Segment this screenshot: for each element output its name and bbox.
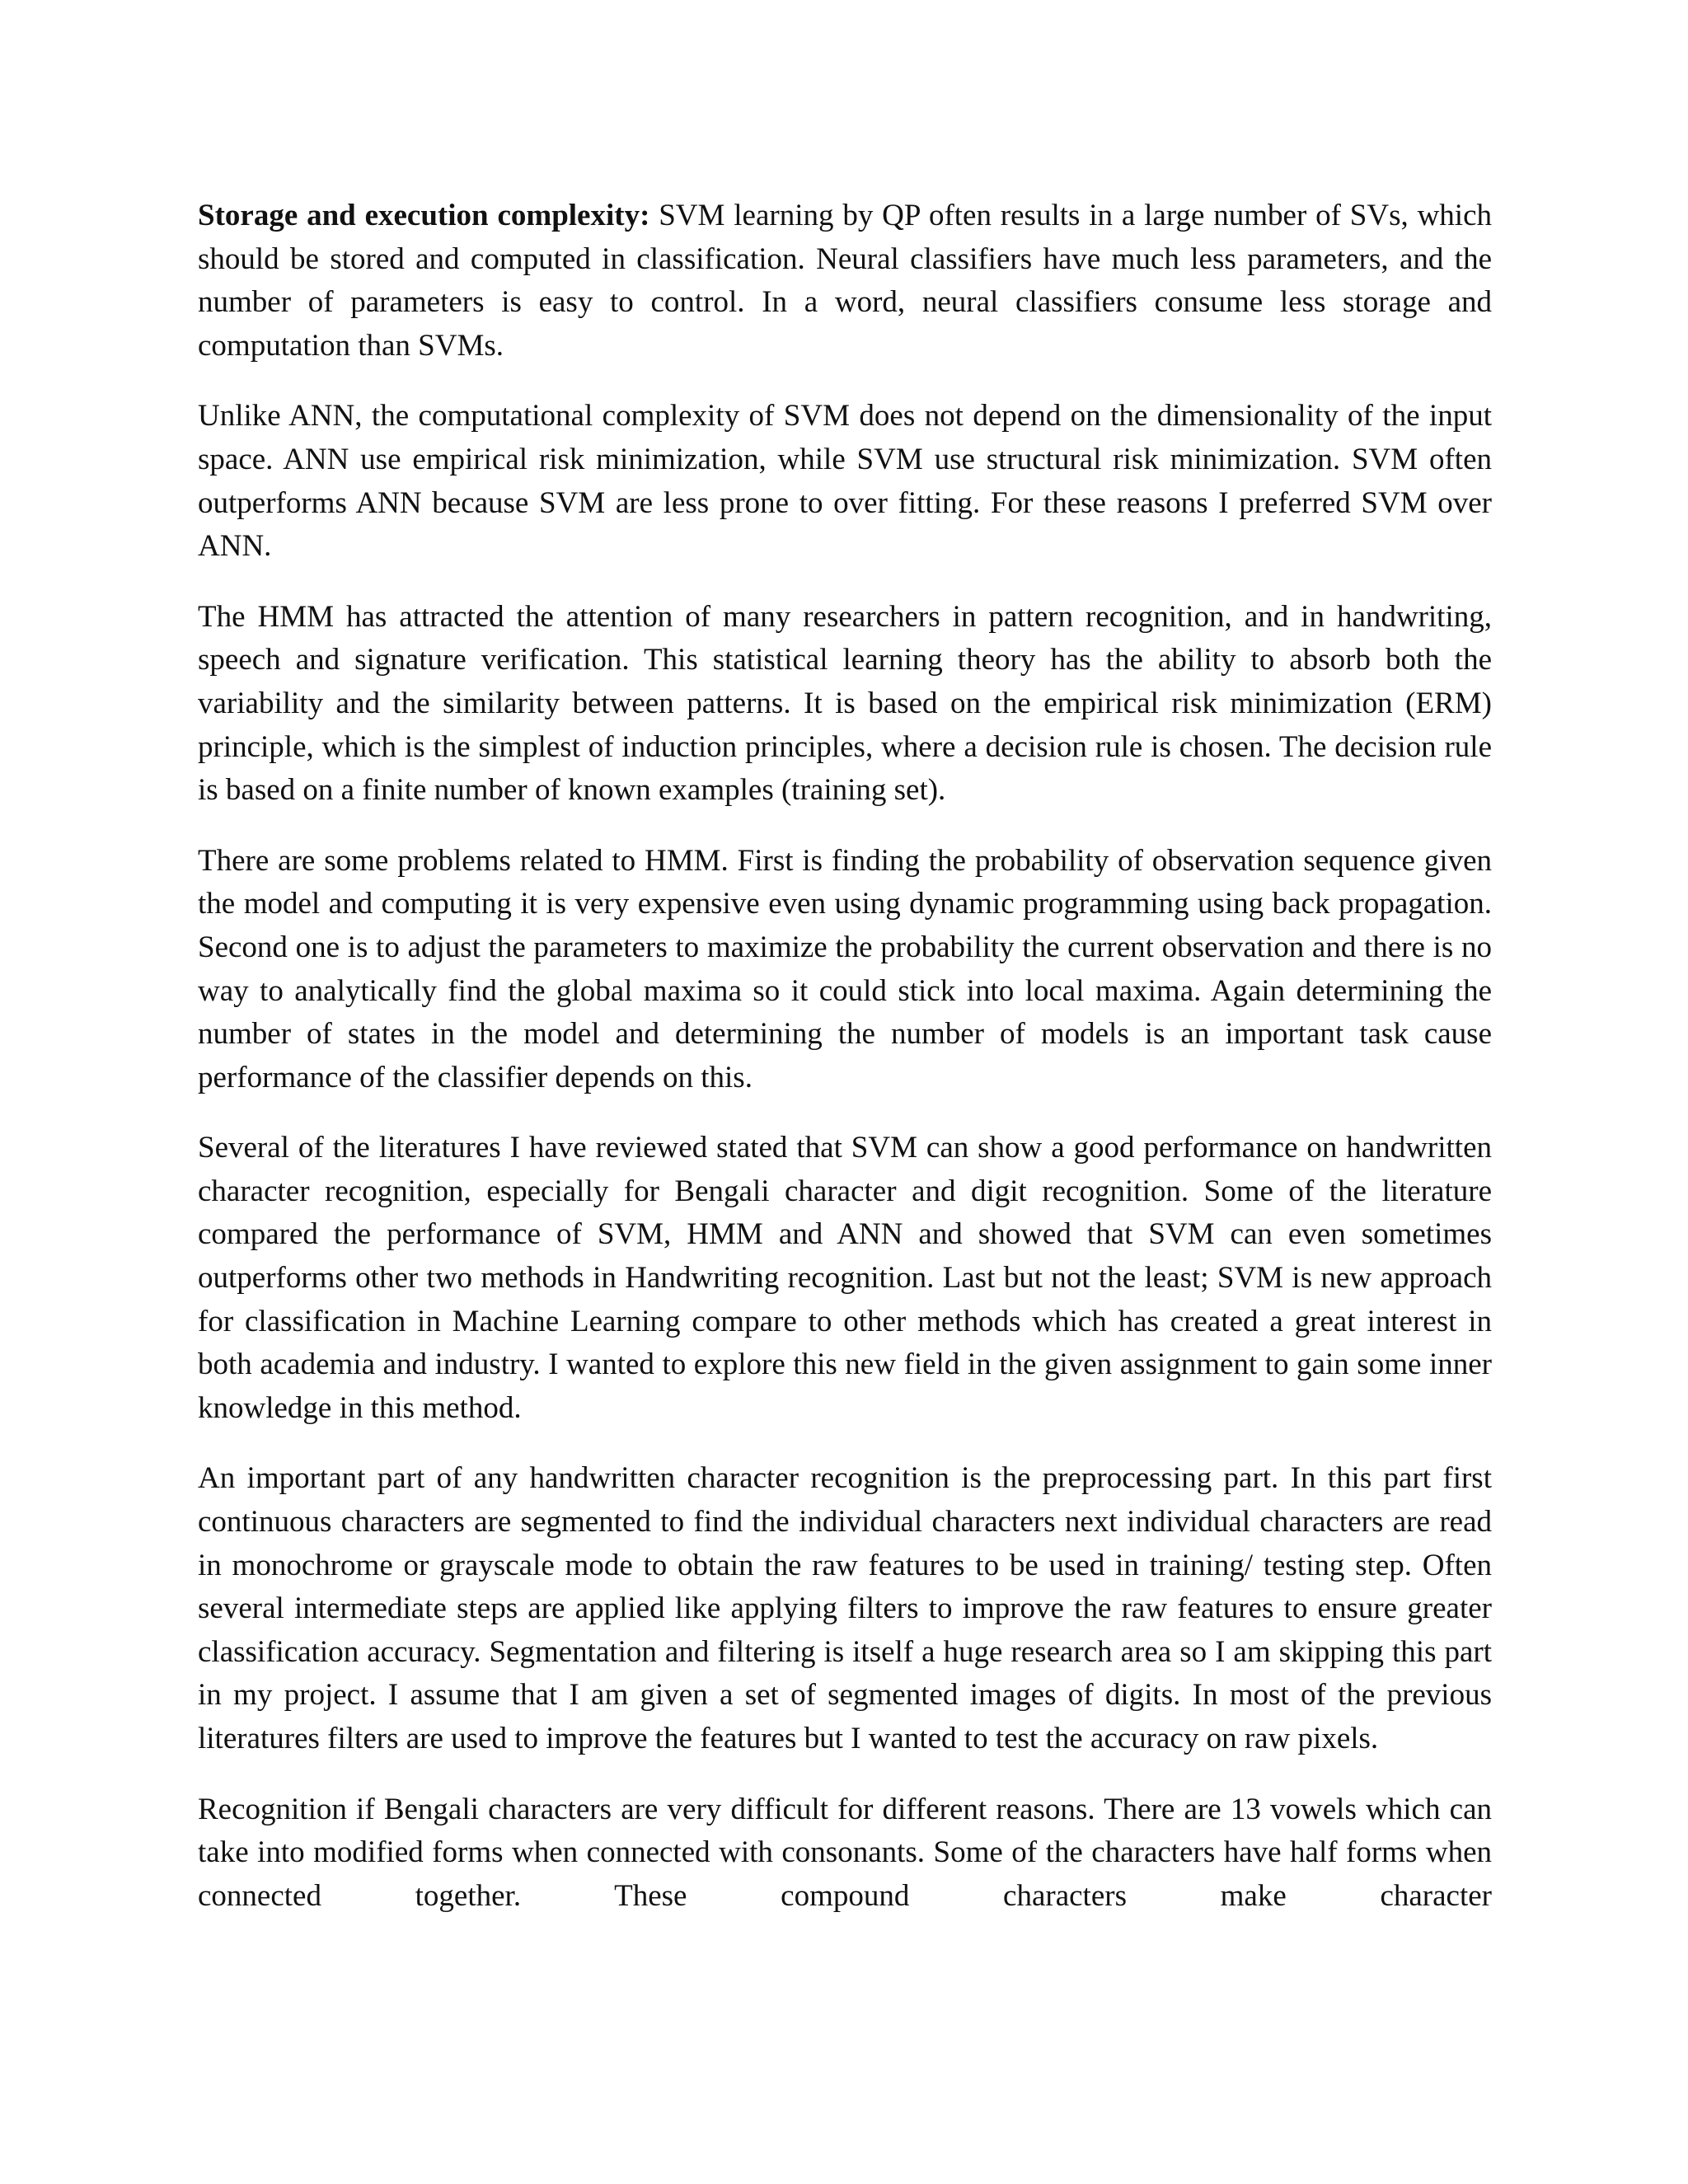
paragraph-text: Several of the literatures I have reviewed stated that SVM can show a good performance on handwritten character recognition, especially for Bengali character and digit recognition. Some of the literature compared the performance of SVM, HMM and ANN and showed that SVM can even sometimes outperforms other two methods in Handwriting recognition. Last but not the least; SVM is new approach for classification in Machine Learning compare to other methods which has created a great interest in both academia and industry. I wanted to explore this new field in the given assignment to gain some inner knowledge in this method. (198, 1131, 1492, 1425)
paragraph-storage-complexity (198, 194, 1492, 368)
paragraph-literature-review (198, 1127, 1492, 1430)
paragraph-text: SVM learning by QP often results in a large number of SVs, which should be stored and computed in classification. Neural classifiers have much less parameters, and the number of parameters is easy to control. In a word, neural classifiers consume less storage and computation than SVMs. (198, 199, 1492, 363)
paragraph-text: There are some problems related to HMM. First is finding the probability of observation sequence given the model and computing it is very expensive even using dynamic programming using back propagation. Second one is to adjust the parameters to maximize the probability the current observation and there is no way to analytically find the global maxima so it could stick into local maxima. Again determining the number of states in the model and determining the number of models is an important task cause performance of the classifier depends on this. (198, 843, 1492, 1094)
paragraph-ann-comparison (198, 395, 1492, 568)
paragraph-preprocessing (198, 1457, 1492, 1760)
paragraph-hmm-problems (198, 840, 1492, 1100)
paragraph-hmm-intro (198, 596, 1492, 813)
paragraph-text: Unlike ANN, the computational complexity of SVM does not depend on the dimensionality of the input space. ANN use empirical risk minimization, while SVM use structural risk minimization. SVM often outperforms ANN because SVM are less prone to over fitting. For these reasons I preferred SVM over ANN. (198, 399, 1492, 564)
paragraph-text: The HMM has attracted the attention of many researchers in pattern recognition, and in handwriting, speech and signature verification. This statistical learning theory has the ability to absorb both the variability and the similarity between patterns. It is based on the empirical risk minimization (ERM) principle, which is the simplest of induction principles, where a decision rule is chosen. The decision rule is based on a finite number of known examples (training set). (198, 599, 1492, 808)
paragraph-text: Recognition if Bengali characters are very difficult for different reasons. There are 13 vowels which can take into modified forms when connected with consonants. Some of the characters have half forms when connected together. These compound characters make character (198, 1792, 1492, 1913)
body-text (198, 194, 1492, 1918)
paragraph-text: An important part of any handwritten character recognition is the preprocessing part. In this part first continuous characters are segmented to find the individual characters next individual characters are read in monochrome or grayscale mode to obtain the raw features to be used in training/ testing step. Often several intermediate steps are applied like applying filters to improve the raw features to ensure greater classification accuracy. Segmentation and filtering is itself a huge research area so I am skipping this part in my project. I assume that I am given a set of segmented images of digits. In most of the previous literatures filters are used to improve the features but I wanted to test the accuracy on raw pixels. (198, 1461, 1492, 1755)
paragraph-bengali-recognition (198, 1788, 1492, 1919)
paragraph-lead-heading: Storage and execution complexity: (198, 199, 650, 232)
